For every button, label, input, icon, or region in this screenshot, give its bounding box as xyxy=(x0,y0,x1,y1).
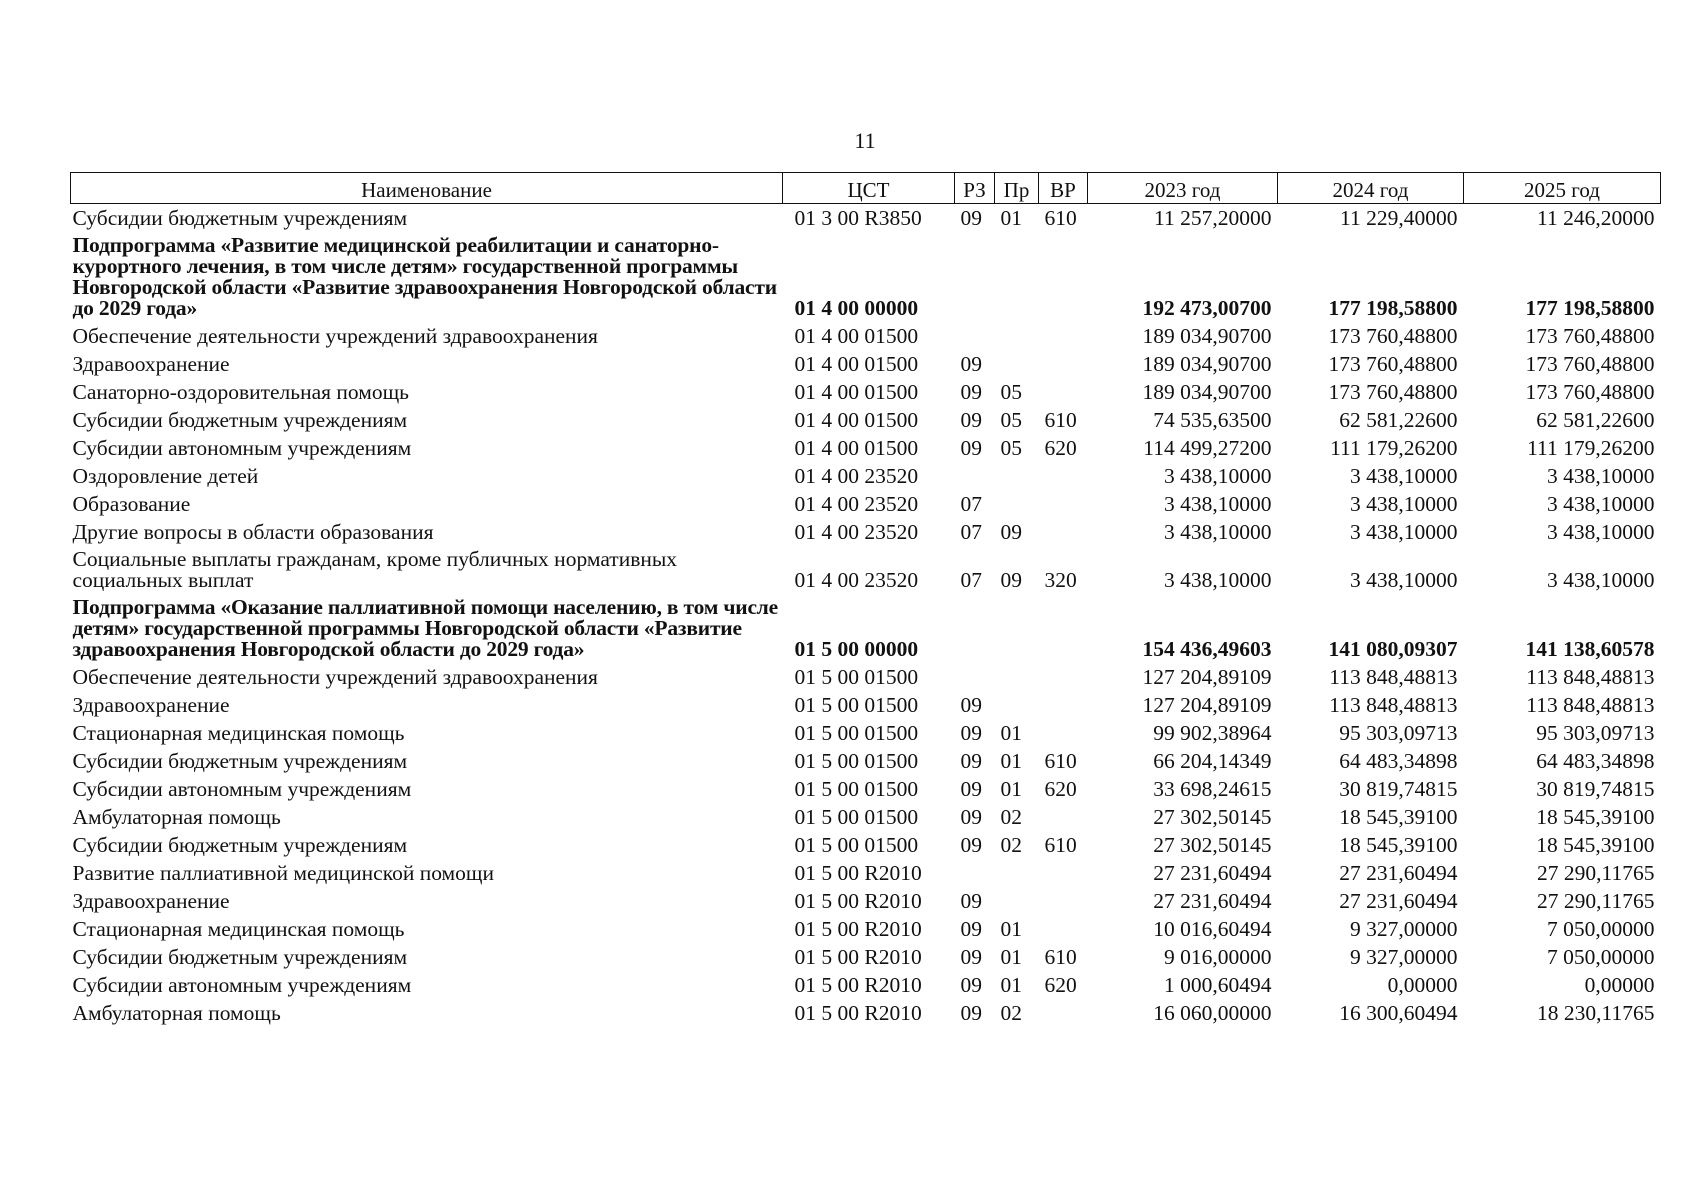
row-2023: 114 499,27200 xyxy=(1143,436,1272,460)
row-cst: 01 4 00 01500 xyxy=(794,380,919,404)
row-vr: 610 xyxy=(1044,408,1077,432)
row-cst: 01 5 00 01500 xyxy=(794,693,919,717)
row-rz: 09 xyxy=(960,973,982,997)
row-cst: 01 5 00 R2010 xyxy=(794,973,922,997)
row-vr xyxy=(1039,887,1088,915)
row-rz: 09 xyxy=(960,352,982,376)
row-2023: 66 204,14349 xyxy=(1153,749,1272,773)
table-row xyxy=(71,546,1661,594)
row-2024: 16 300,60494 xyxy=(1339,1001,1458,1025)
row-name: Обеспечение деятельности учреждений здравоохранения xyxy=(72,324,598,348)
row-2023: 189 034,90700 xyxy=(1142,352,1272,376)
table-row xyxy=(71,350,1661,378)
row-pr xyxy=(995,490,1039,518)
row-pr: 02 xyxy=(1000,805,1022,829)
budget-table xyxy=(70,172,1661,1027)
row-vr xyxy=(1039,490,1088,518)
budget-table-container xyxy=(70,172,1660,1027)
row-rz: 07 xyxy=(960,568,982,592)
row-name: Развитие паллиативной медицинской помощи xyxy=(72,861,494,885)
row-pr: 01 xyxy=(1000,945,1022,969)
row-cst: 01 4 00 01500 xyxy=(794,352,919,376)
table-row xyxy=(71,691,1661,719)
row-pr xyxy=(995,350,1039,378)
row-cst: 01 3 00 R3850 xyxy=(794,206,922,230)
row-2023: 3 438,10000 xyxy=(1164,492,1272,516)
row-vr xyxy=(1039,859,1088,887)
row-vr: 620 xyxy=(1044,777,1077,801)
row-2024: 11 229,40000 xyxy=(1340,206,1458,230)
table-row xyxy=(71,859,1661,887)
row-rz: 07 xyxy=(960,520,982,544)
row-rz xyxy=(955,663,995,691)
row-cst: 01 4 00 01500 xyxy=(794,324,919,348)
row-pr: 05 xyxy=(1000,380,1022,404)
row-name: Подпрограмма «Развитие медицинской реабилитации и санаторно-курортного лечения, в том числе детям» государственной программы Новгородской области «Развитие здравоохранения Новгородской области до 2029 года» xyxy=(72,233,777,320)
row-2023: 27 231,60494 xyxy=(1153,889,1272,913)
row-rz xyxy=(955,232,995,322)
row-rz: 09 xyxy=(960,805,982,829)
row-pr: 01 xyxy=(1000,917,1022,941)
row-cst: 01 5 00 R2010 xyxy=(794,889,922,913)
row-cst: 01 4 00 01500 xyxy=(794,436,919,460)
row-2024: 113 848,48813 xyxy=(1329,665,1458,689)
row-2025: 141 138,60578 xyxy=(1525,637,1655,661)
row-2024: 30 819,74815 xyxy=(1339,777,1458,801)
table-row xyxy=(71,434,1661,462)
subprogram-row xyxy=(71,594,1661,663)
row-2023: 16 060,00000 xyxy=(1153,1001,1272,1025)
row-2024: 0,00000 xyxy=(1387,973,1458,997)
row-2023: 9 016,00000 xyxy=(1164,945,1272,969)
row-name: Субсидии бюджетным учреждениям xyxy=(72,945,408,969)
row-2024: 27 231,60494 xyxy=(1339,889,1458,913)
row-2025: 95 303,09713 xyxy=(1536,721,1655,745)
row-2025: 3 438,10000 xyxy=(1547,568,1655,592)
row-pr: 02 xyxy=(1000,1001,1022,1025)
table-header xyxy=(71,173,1661,204)
row-vr xyxy=(1039,462,1088,490)
row-cst: 01 5 00 R2010 xyxy=(794,1001,922,1025)
header-2023: 2023 год xyxy=(1088,173,1278,204)
row-rz: 09 xyxy=(960,945,982,969)
row-2023: 33 698,24615 xyxy=(1153,777,1272,801)
row-2024: 62 581,22600 xyxy=(1339,408,1458,432)
row-2025: 177 198,58800 xyxy=(1525,296,1655,320)
row-2024: 18 545,39100 xyxy=(1339,833,1458,857)
table-row xyxy=(71,915,1661,943)
row-name: Обеспечение деятельности учреждений здравоохранения xyxy=(72,665,598,689)
row-rz xyxy=(955,594,995,663)
row-2025: 113 848,48813 xyxy=(1526,693,1655,717)
row-vr xyxy=(1039,350,1088,378)
row-2024: 27 231,60494 xyxy=(1339,861,1458,885)
row-vr xyxy=(1039,378,1088,406)
header-row xyxy=(71,173,1661,204)
header-cst: ЦСТ xyxy=(783,173,955,204)
row-2024: 3 438,10000 xyxy=(1350,464,1458,488)
row-2024: 95 303,09713 xyxy=(1339,721,1458,745)
row-2025: 0,00000 xyxy=(1584,973,1655,997)
row-2024: 173 760,48800 xyxy=(1328,352,1458,376)
row-vr xyxy=(1039,663,1088,691)
row-pr xyxy=(995,322,1039,350)
row-cst: 01 4 00 23520 xyxy=(794,520,919,544)
row-name: Амбулаторная помощь xyxy=(72,805,281,829)
row-2023: 3 438,10000 xyxy=(1164,520,1272,544)
row-cst: 01 5 00 00000 xyxy=(794,637,919,661)
row-name: Стационарная медицинская помощь xyxy=(72,917,405,941)
row-cst: 01 5 00 01500 xyxy=(794,833,919,857)
row-vr: 610 xyxy=(1044,945,1077,969)
row-cst: 01 5 00 01500 xyxy=(794,777,919,801)
page-number: 11 xyxy=(854,128,876,153)
row-2025: 173 760,48800 xyxy=(1525,324,1655,348)
row-rz: 09 xyxy=(960,408,982,432)
row-2023: 10 016,60494 xyxy=(1153,917,1272,941)
row-cst: 01 4 00 23520 xyxy=(794,568,919,592)
row-2024: 173 760,48800 xyxy=(1328,380,1458,404)
row-pr xyxy=(995,691,1039,719)
table-row xyxy=(71,204,1661,233)
row-name: Подпрограмма «Оказание паллиативной помощи населению, в том числе детям» государственной программы Новгородской области «Развитие здравоохранения Новгородской области до 2029 года» xyxy=(72,595,779,661)
row-2025: 111 179,26200 xyxy=(1527,436,1655,460)
subprogram-row xyxy=(71,232,1661,322)
row-2023: 27 231,60494 xyxy=(1153,861,1272,885)
row-pr: 05 xyxy=(1000,436,1022,460)
row-pr xyxy=(995,859,1039,887)
row-vr: 610 xyxy=(1044,206,1077,230)
row-2023: 11 257,20000 xyxy=(1154,206,1272,230)
row-2025: 3 438,10000 xyxy=(1547,520,1655,544)
row-2024: 141 080,09307 xyxy=(1328,637,1458,661)
row-cst: 01 5 00 R2010 xyxy=(794,917,922,941)
row-rz: 09 xyxy=(960,380,982,404)
row-name: Субсидии бюджетным учреждениям xyxy=(72,749,408,773)
row-2023: 1 000,60494 xyxy=(1164,973,1272,997)
row-rz: 09 xyxy=(960,777,982,801)
row-cst: 01 4 00 23520 xyxy=(794,464,919,488)
row-pr: 05 xyxy=(1000,408,1022,432)
row-rz: 09 xyxy=(960,917,982,941)
table-row xyxy=(71,943,1661,971)
row-rz: 09 xyxy=(960,889,982,913)
row-2024: 3 438,10000 xyxy=(1350,568,1458,592)
row-vr: 320 xyxy=(1044,568,1077,592)
row-vr xyxy=(1039,915,1088,943)
row-2025: 27 290,11765 xyxy=(1537,861,1655,885)
row-name: Субсидии автономным учреждениям xyxy=(72,973,412,997)
row-2024: 177 198,58800 xyxy=(1328,296,1458,320)
table-row xyxy=(71,831,1661,859)
header-2025: 2025 год xyxy=(1464,173,1661,204)
row-2025: 18 545,39100 xyxy=(1536,833,1655,857)
row-cst: 01 5 00 01500 xyxy=(794,805,919,829)
row-2023: 127 204,89109 xyxy=(1142,693,1272,717)
row-pr xyxy=(995,663,1039,691)
table-row xyxy=(71,803,1661,831)
table-row xyxy=(71,518,1661,546)
table-row xyxy=(71,999,1661,1027)
row-vr xyxy=(1039,803,1088,831)
row-2023: 154 436,49603 xyxy=(1142,637,1272,661)
row-2025: 7 050,00000 xyxy=(1547,917,1655,941)
row-name: Другие вопросы в области образования xyxy=(72,520,434,544)
row-2025: 11 246,20000 xyxy=(1537,206,1655,230)
table-row xyxy=(71,663,1661,691)
row-rz: 09 xyxy=(960,1001,982,1025)
row-vr xyxy=(1039,232,1088,322)
row-rz: 09 xyxy=(960,206,982,230)
row-rz: 07 xyxy=(960,492,982,516)
row-name: Амбулаторная помощь xyxy=(72,1001,281,1025)
row-vr xyxy=(1039,719,1088,747)
row-2025: 18 230,11765 xyxy=(1537,1001,1655,1025)
row-name: Социальные выплаты гражданам, кроме публичных нормативных социальных выплат xyxy=(72,547,678,592)
row-cst: 01 5 00 R2010 xyxy=(794,945,922,969)
row-2023: 192 473,00700 xyxy=(1142,296,1272,320)
row-2025: 7 050,00000 xyxy=(1547,945,1655,969)
row-pr xyxy=(995,887,1039,915)
row-2024: 3 438,10000 xyxy=(1350,492,1458,516)
row-vr: 610 xyxy=(1044,749,1077,773)
row-name: Здравоохранение xyxy=(72,889,230,913)
header-vr: ВР xyxy=(1039,173,1088,204)
row-pr: 02 xyxy=(1000,833,1022,857)
row-pr: 01 xyxy=(1000,721,1022,745)
row-vr: 610 xyxy=(1044,833,1077,857)
row-vr xyxy=(1039,999,1088,1027)
table-row xyxy=(71,747,1661,775)
row-2024: 9 327,00000 xyxy=(1350,917,1458,941)
row-rz xyxy=(955,322,995,350)
row-2025: 3 438,10000 xyxy=(1547,464,1655,488)
header-pr: Пр xyxy=(995,173,1039,204)
row-name: Здравоохранение xyxy=(72,693,230,717)
row-2025: 27 290,11765 xyxy=(1537,889,1655,913)
row-cst: 01 5 00 01500 xyxy=(794,721,919,745)
row-2025: 18 545,39100 xyxy=(1536,805,1655,829)
table-body xyxy=(71,204,1661,1028)
table-row xyxy=(71,322,1661,350)
row-rz: 09 xyxy=(960,833,982,857)
row-2023: 3 438,10000 xyxy=(1164,568,1272,592)
row-pr: 01 xyxy=(1000,749,1022,773)
row-pr: 09 xyxy=(1000,568,1022,592)
table-row xyxy=(71,719,1661,747)
row-name: Субсидии автономным учреждениям xyxy=(72,777,412,801)
row-cst: 01 5 00 01500 xyxy=(794,749,919,773)
row-2023: 27 302,50145 xyxy=(1153,833,1272,857)
row-vr xyxy=(1039,594,1088,663)
row-pr: 01 xyxy=(1000,973,1022,997)
row-2024: 18 545,39100 xyxy=(1339,805,1458,829)
header-name: Наименование xyxy=(71,173,783,204)
row-name: Субсидии автономным учреждениям xyxy=(72,436,412,460)
row-2025: 113 848,48813 xyxy=(1526,665,1655,689)
row-cst: 01 5 00 R2010 xyxy=(794,861,922,885)
table-row xyxy=(71,775,1661,803)
row-2023: 189 034,90700 xyxy=(1142,324,1272,348)
row-pr xyxy=(995,594,1039,663)
row-rz: 09 xyxy=(960,436,982,460)
row-name: Субсидии бюджетным учреждениям xyxy=(72,833,408,857)
row-rz: 09 xyxy=(960,749,982,773)
row-2025: 62 581,22600 xyxy=(1536,408,1655,432)
row-2024: 113 848,48813 xyxy=(1329,693,1458,717)
row-rz xyxy=(955,859,995,887)
row-2024: 64 483,34898 xyxy=(1339,749,1458,773)
row-vr xyxy=(1039,322,1088,350)
row-name: Санаторно-оздоровительная помощь xyxy=(72,380,409,404)
row-2025: 30 819,74815 xyxy=(1536,777,1655,801)
row-vr xyxy=(1039,691,1088,719)
row-pr xyxy=(995,232,1039,322)
table-row xyxy=(71,971,1661,999)
row-name: Субсидии бюджетным учреждениям xyxy=(72,408,408,432)
row-cst: 01 4 00 00000 xyxy=(794,296,919,320)
row-2025: 173 760,48800 xyxy=(1525,352,1655,376)
row-2024: 9 327,00000 xyxy=(1350,945,1458,969)
row-2025: 64 483,34898 xyxy=(1536,749,1655,773)
row-rz: 09 xyxy=(960,693,982,717)
row-rz: 09 xyxy=(960,721,982,745)
table-row xyxy=(71,378,1661,406)
row-2023: 99 902,38964 xyxy=(1153,721,1272,745)
row-vr: 620 xyxy=(1044,436,1077,460)
row-vr xyxy=(1039,518,1088,546)
row-name: Здравоохранение xyxy=(72,352,230,376)
row-name: Стационарная медицинская помощь xyxy=(72,721,405,745)
table-row xyxy=(71,462,1661,490)
row-2024: 111 179,26200 xyxy=(1330,436,1458,460)
table-row xyxy=(71,490,1661,518)
row-2024: 173 760,48800 xyxy=(1328,324,1458,348)
row-name: Субсидии бюджетным учреждениям xyxy=(72,206,408,230)
header-rz: РЗ xyxy=(955,173,995,204)
row-pr: 01 xyxy=(1000,206,1022,230)
row-pr: 09 xyxy=(1000,520,1022,544)
row-2025: 3 438,10000 xyxy=(1547,492,1655,516)
row-2025: 173 760,48800 xyxy=(1525,380,1655,404)
row-rz xyxy=(955,462,995,490)
row-vr: 620 xyxy=(1044,973,1077,997)
row-cst: 01 4 00 23520 xyxy=(794,492,919,516)
table-row xyxy=(71,887,1661,915)
row-pr: 01 xyxy=(1000,777,1022,801)
table-row xyxy=(71,406,1661,434)
row-cst: 01 5 00 01500 xyxy=(794,665,919,689)
row-2023: 3 438,10000 xyxy=(1164,464,1272,488)
row-2023: 127 204,89109 xyxy=(1142,665,1272,689)
row-pr xyxy=(995,462,1039,490)
row-2023: 27 302,50145 xyxy=(1153,805,1272,829)
row-cst: 01 4 00 01500 xyxy=(794,408,919,432)
row-2023: 189 034,90700 xyxy=(1142,380,1272,404)
header-2024: 2024 год xyxy=(1278,173,1464,204)
row-name: Образование xyxy=(72,492,191,516)
row-name: Оздоровление детей xyxy=(72,464,259,488)
row-2024: 3 438,10000 xyxy=(1350,520,1458,544)
row-2023: 74 535,63500 xyxy=(1153,408,1272,432)
